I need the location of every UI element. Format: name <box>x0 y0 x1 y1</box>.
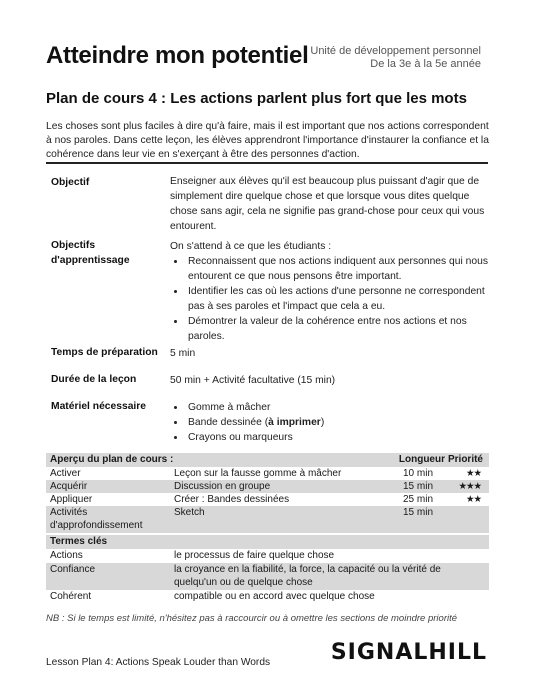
phase-desc: Sketch <box>174 507 205 518</box>
star-icon: ★★ <box>465 468 481 479</box>
phase-desc: Discussion en groupe <box>174 481 271 492</box>
table-row <box>46 563 489 590</box>
phase-label: Acquérir <box>50 481 88 492</box>
prep-label: Temps de préparation <box>51 347 158 358</box>
objective-text: Enseigner aux élèves qu'il est beaucoup plus puissant d'agir que de simplement dire quelque chose et que lorsque vous dites quelque chose sans agir, cela ne signifie pas grand-chose pour ceux qui vous entourent. <box>170 176 485 232</box>
lesson-title: Plan de cours 4 : Les actions parlent plus fort que les mots <box>46 90 467 107</box>
objective-label: Objectif <box>51 177 90 188</box>
phase-label-1: Activités <box>50 507 88 518</box>
learning-label-2: d'apprentissage <box>51 254 130 266</box>
materials-items <box>170 400 488 445</box>
phase-length: 15 min <box>402 481 433 492</box>
learning-label-1: Objectifs <box>51 240 96 251</box>
intro-paragraph: Les choses sont plus faciles à dire qu'à faire, mais il est important que nos actions correspondent à nos paroles. Dans cette leçon, les élèves apprendront l'importance d'instaurer la confiance et la cohérence dans leur vie en s'exerçant à être des personnes d'action. <box>46 121 489 160</box>
term-definition: le processus de faire quelque chose <box>174 550 335 561</box>
prep-value: 5 min <box>170 348 196 359</box>
learning-list <box>170 254 488 344</box>
phase-length: 25 min <box>402 494 433 505</box>
divider <box>46 162 488 164</box>
list-item: • Reconnaissent que nos actions indiquent aux personnes qui nous entourent ce que nous pensons être important. <box>186 254 488 284</box>
phase-desc: Créer : Bandes dessinées <box>174 494 290 505</box>
term: Actions <box>50 550 83 561</box>
unit-line-2: De la 3e à la 5e année <box>370 58 481 70</box>
signalhill-logo: SIGNALHILL <box>330 640 487 665</box>
learning-objectives <box>170 239 488 344</box>
terms-header-row <box>46 535 489 549</box>
materials-list <box>170 400 488 445</box>
term: Confiance <box>50 564 96 575</box>
phase-length: 10 min <box>402 468 433 479</box>
phase-label-2: d'approfondissement <box>50 520 143 531</box>
material-text: Bande dessinée ( <box>188 417 269 428</box>
table-row <box>46 549 489 563</box>
learning-label <box>51 239 130 268</box>
phase-label <box>50 506 143 532</box>
overview-header: Aperçu du plan de cours : <box>50 454 174 465</box>
overview-header-row <box>46 453 489 467</box>
phase-desc: Leçon sur la fausse gomme à mâcher <box>174 468 342 479</box>
phase-label: Appliquer <box>50 494 93 505</box>
col-length: Longueur <box>398 454 445 465</box>
terms-header: Termes clés <box>50 536 108 547</box>
unit-info <box>310 45 481 71</box>
table-row <box>46 467 489 480</box>
footer-text: Lesson Plan 4: Actions Speak Louder than Words <box>46 657 271 668</box>
table-row <box>46 480 489 493</box>
page-title: Atteindre mon potentiel <box>46 42 309 69</box>
phase-length: 15 min <box>402 507 433 518</box>
table-row <box>46 590 489 604</box>
duration-value: 50 min + Activité facultative (15 min) <box>170 375 336 386</box>
list-item: • Démontrer la valeur de la cohérence entre nos actions et nos paroles. <box>186 314 488 344</box>
priority-note: NB : Si le temps est limité, n'hésitez pas à raccourcir ou à omettre les sections de moindre priorité <box>46 613 458 624</box>
star-icon: ★★★ <box>458 481 481 492</box>
term: Cohérent <box>50 591 92 602</box>
unit-line-1: Unité de développement personnel <box>310 45 481 57</box>
phase-label: Activer <box>50 468 81 479</box>
term-definition: compatible ou en accord avec quelque chose <box>174 591 375 602</box>
star-icon: ★★ <box>465 494 481 505</box>
list-item: • Crayons ou marqueurs <box>186 430 488 445</box>
table-row <box>46 506 489 533</box>
list-item: • Identifier les cas où les actions d'une personne ne correspondent pas à ses paroles et l'impact que cela a eu. <box>186 284 488 314</box>
materials-label: Matériel nécessaire <box>51 401 147 412</box>
table-row <box>46 493 489 506</box>
term-definition: la croyance en la fiabilité, la force, la capacité ou la vérité de quelqu'un ou de quelque chose <box>174 564 441 588</box>
col-priority: Priorité <box>447 454 483 465</box>
list-item: • Gomme à mâcher <box>186 400 488 415</box>
learning-intro: On s'attend à ce que les étudiants : <box>170 241 332 252</box>
duration-label: Durée de la leçon <box>51 374 137 385</box>
overview-table <box>46 453 489 604</box>
list-item <box>186 415 488 430</box>
material-close: ) <box>320 417 325 428</box>
print-link-text: à imprimer <box>268 417 321 428</box>
